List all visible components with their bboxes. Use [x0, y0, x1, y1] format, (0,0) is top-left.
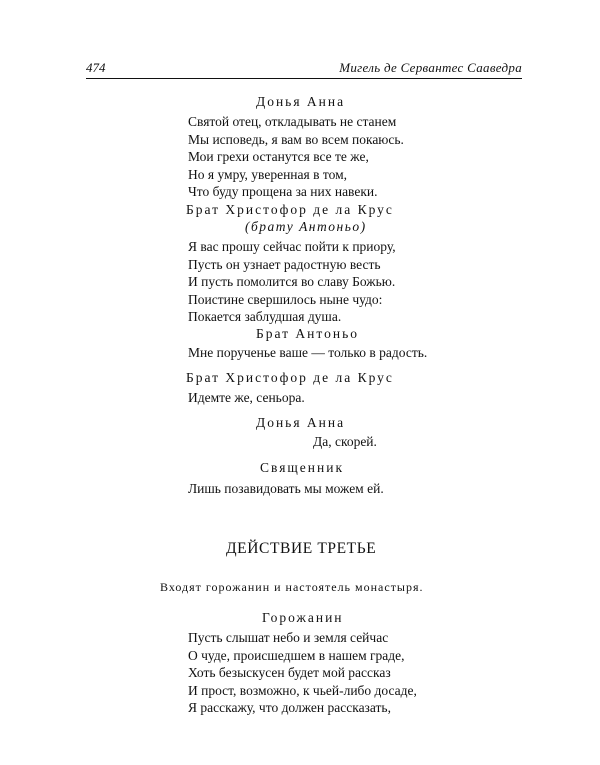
verse-line: И пусть помолится во славу Божью. [188, 274, 396, 290]
verse-line: Мои грехи останутся все те же, [188, 149, 369, 165]
speaker-name: Священник [260, 460, 345, 475]
stage-direction: Входят горожанин и настоятель монастыря. [160, 580, 424, 594]
stage-direction: (брату Антоньо) [245, 219, 367, 234]
verse-line: Лишь позавидовать мы можем ей. [188, 481, 384, 496]
verse-lines [188, 629, 417, 717]
running-title: Мигель де Сервантес Сааведра [339, 60, 522, 75]
verse-lines [188, 113, 404, 201]
verse-line: Что буду прощена за них навеки. [188, 184, 378, 200]
speaker-name: Донья Анна [256, 415, 346, 430]
verse-lines [188, 238, 396, 326]
verse-line: Поистине свершилось ныне чудо: [188, 291, 383, 307]
verse-line: Я вас прошу сейчас пойти к приору, [188, 239, 396, 254]
verse-lines [188, 344, 427, 362]
verse-line: Пусть слышат небо и земля сейчас [188, 630, 389, 645]
verse-line: Пусть он узнает радостную весть [188, 256, 381, 272]
verse-lines [188, 480, 384, 498]
verse-line: Мне порученье ваше — только в радость. [188, 345, 428, 360]
verse-lines [313, 433, 377, 451]
speaker-name: Брат Христофор де ла Крус [186, 202, 394, 217]
speaker-name: Донья Анна [256, 94, 346, 109]
verse-line: Покается заблудшая душа. [188, 309, 342, 325]
verse-line: Мы исповедь, я вам во всем покаюсь. [188, 131, 404, 147]
verse-lines [188, 389, 305, 407]
verse-line: Хоть безыскусен будет мой рассказ [188, 665, 391, 681]
verse-line: О чуде, происшедшем в нашем граде, [188, 647, 405, 663]
speaker-name: Брат Христофор де ла Крус [186, 370, 394, 385]
page-number: 474 [86, 60, 106, 75]
verse-line: Я расскажу, что должен рассказать, [188, 700, 391, 716]
running-header [86, 60, 522, 79]
verse-line: Святой отец, откладывать не станем [188, 114, 397, 129]
speaker-name: Брат Антоньо [256, 326, 359, 341]
verse-line: Да, скорей. [313, 434, 377, 449]
verse-line: И прост, возможно, к чьей-либо досаде, [188, 682, 417, 698]
verse-line: Но я умру, уверенная в том, [188, 166, 347, 182]
verse-line: Идемте же, сеньора. [188, 390, 305, 405]
act-title: ДЕЙСТВИЕ ТРЕТЬЕ [226, 540, 377, 557]
speaker-name: Горожанин [262, 610, 344, 625]
